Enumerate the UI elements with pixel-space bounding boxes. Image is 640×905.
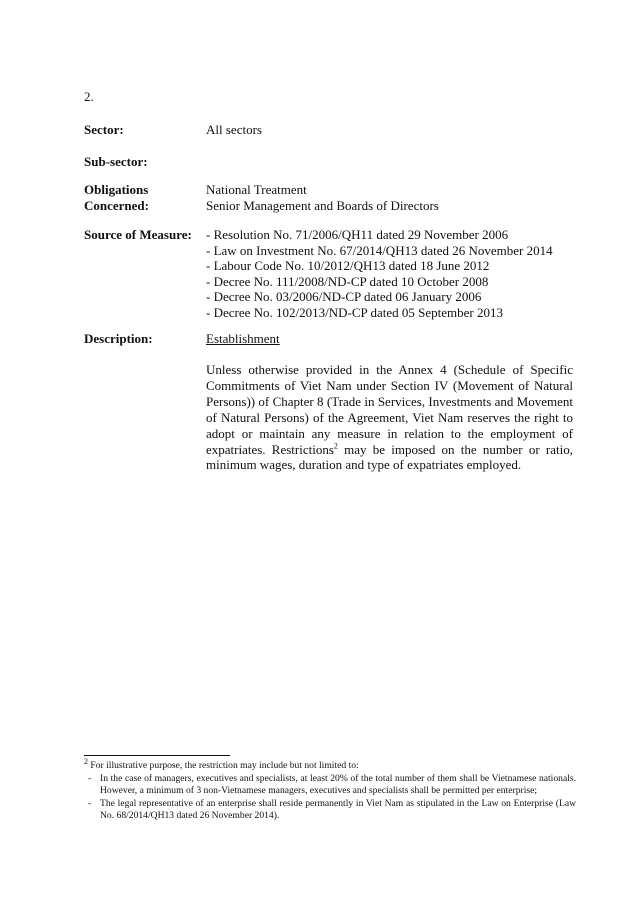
- footnote-item-text: The legal representative of an enterprise shall reside permanently in Viet Nam as stipulated in the Law on Enterprise (Law No. 68/2014/QH13 dated 26 November 2014).: [100, 797, 576, 822]
- sector-label: Sector:: [84, 122, 124, 137]
- footnote-intro: For illustrative purpose, the restriction may include but not limited to:: [88, 760, 359, 771]
- footnote-separator: [84, 755, 230, 756]
- source-label: Source of Measure:: [84, 227, 192, 242]
- footnote-marker: 2: [84, 756, 88, 766]
- footnote-reference[interactable]: 2: [333, 441, 338, 451]
- footnote-item: [84, 798, 576, 823]
- source-list: [206, 227, 553, 320]
- item-number: 2.: [84, 89, 94, 104]
- footnote-item: [84, 773, 576, 798]
- sub-sector-label: Sub-sector:: [84, 154, 148, 169]
- obligations-label-line2: Concerned:: [84, 198, 149, 213]
- footnote-item-text: In the case of managers, executives and specialists, at least 20% of the total number of them shall be Vietnamese nationals. However, a minimum of 3 non-Vietnamese managers, executives and specialists shall be permitted per enterprise;: [100, 772, 576, 797]
- obligations-label: [84, 182, 149, 214]
- source-item: - Decree No. 03/2006/ND-CP dated 06 January 2006: [206, 289, 482, 304]
- description-paragraph: [206, 362, 573, 473]
- source-item: - Decree No. 102/2013/ND-CP dated 05 September 2013: [206, 304, 504, 320]
- footnote: [84, 756, 576, 823]
- description-label: Description:: [84, 331, 153, 346]
- obligations-label-line1: Obligations: [84, 182, 149, 197]
- obligation-item: National Treatment: [206, 182, 307, 197]
- paragraph-text-part2: may be imposed on the number or ratio, minimum wages, duration and type of expatriates employed.: [206, 441, 573, 473]
- obligation-item: Senior Management and Boards of Directors: [206, 197, 439, 213]
- obligations-values: [206, 182, 439, 213]
- source-item: - Law on Investment No. 67/2014/QH13 dated 26 November 2014: [206, 242, 553, 258]
- paragraph-text-part1: Unless otherwise provided in the Annex 4 (Schedule of Specific Commitments of Viet Nam under Section IV (Movement of Natural Persons)) of Chapter 8 (Trade in Services, Investments and Movement of Natural Persons) of the Agreement, Viet Nam reserves the right to adopt or maintain any measure in relation to the employment of expatriates. Restrictions: [206, 362, 573, 457]
- footnote-intro-line: [84, 756, 576, 773]
- description-heading: Establishment: [206, 331, 280, 346]
- footnote-dash: -: [88, 772, 92, 784]
- source-item: - Resolution No. 71/2006/QH11 dated 29 November 2006: [206, 227, 509, 242]
- footnote-dash: -: [88, 797, 92, 809]
- source-item: - Decree No. 111/2008/ND-CP dated 10 October 2008: [206, 273, 489, 289]
- sector-value: All sectors: [206, 122, 262, 137]
- source-item: - Labour Code No. 10/2012/QH13 dated 18 June 2012: [206, 258, 490, 273]
